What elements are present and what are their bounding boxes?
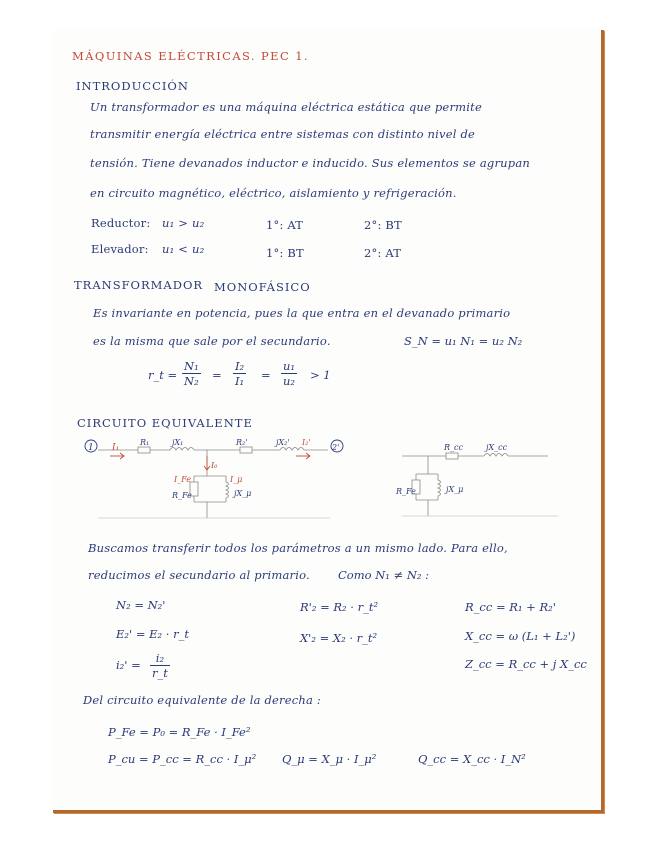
equivalent-circuit-diagram <box>80 436 360 526</box>
xcc-label: jX_cc <box>486 443 508 452</box>
node-2-label: 2' <box>332 443 340 452</box>
x1-label: jX₁ <box>172 438 184 447</box>
reductor-secondary: 2°: BT <box>364 218 402 232</box>
x2p-label: jX₂' <box>276 438 290 447</box>
fraction-den: r_t <box>152 666 168 680</box>
fraction-den: N₂ <box>184 374 199 388</box>
mono-heading-2: MONOFÁSICO <box>214 280 311 294</box>
ife-label: I_Fe <box>174 475 192 484</box>
reductor-label: Reductor: <box>91 216 151 230</box>
intro-heading: INTRODUCCIÓN <box>76 79 189 93</box>
xmu-label: jX_μ <box>234 489 252 498</box>
fraction-num: u₁ <box>283 359 296 373</box>
xcc-equation: X_cc = ω (L₁ + L₂') <box>465 629 576 643</box>
intro-line-3: tensión. Tiene devanados inductor e inducido. Sus elementos se agrupan <box>90 156 530 170</box>
qmu-equation: Q_μ = X_μ · I_μ² <box>282 752 377 766</box>
x2-equation: X'₂ = X₂ · r_t² <box>300 631 378 645</box>
como-condition: Como N₁ ≠ N₂ : <box>338 568 430 582</box>
i2-lhs: i₂' = <box>116 658 141 672</box>
node-1-label: 1 <box>88 443 94 453</box>
rcc-equation: R_cc = R₁ + R₂' <box>465 600 556 614</box>
zcc-equation: Z_cc = R_cc + j X_cc <box>465 657 587 671</box>
imu-label: I_μ <box>230 475 243 484</box>
fraction-den: u₂ <box>283 374 296 388</box>
r2p-label: R₂' <box>236 438 248 447</box>
mono-line-2: es la misma que sale por el secundario. <box>93 334 331 348</box>
i2p-label: I₂' <box>302 438 311 447</box>
fraction-n1-n2 <box>182 359 201 388</box>
qcc-equation: Q_cc = X_cc · I_N² <box>418 752 526 766</box>
fraction-num: N₁ <box>184 359 199 373</box>
mono-line-1: Es invariante en potencia, pues la que entra en el devanado primario <box>93 306 511 320</box>
right-circuit-intro: Del circuito equivalente de la derecha : <box>83 693 321 707</box>
fraction-i2-i1 <box>233 359 246 388</box>
intro-line-4: en circuito magnético, eléctrico, aislamiento y refrigeración. <box>90 186 457 200</box>
pfe-equation: P_Fe = P₀ = R_Fe · I_Fe² <box>108 725 251 739</box>
reductor-primary: 1°: AT <box>266 218 304 232</box>
page-title: MÁQUINAS ELÉCTRICAS. PEC 1. <box>72 49 309 63</box>
intro-line-1: Un transformador es una máquina eléctrica estática que permite <box>90 100 482 114</box>
e2-equation: E₂' = E₂ · r_t <box>116 627 189 641</box>
power-equation: S_N = u₁ N₁ = u₂ N₂ <box>404 334 523 348</box>
fraction-num: i₂ <box>155 651 165 665</box>
rfe-label: R_Fe <box>172 491 192 500</box>
reductor-relation: u₁ > u₂ <box>162 216 205 230</box>
intro-line-2: transmitir energía eléctrica entre sistemas con distinto nivel de <box>90 127 476 141</box>
i1-label: I₁ <box>112 443 120 453</box>
elevador-secondary: 2°: AT <box>364 246 402 260</box>
fraction-den: I₁ <box>235 374 245 388</box>
elevador-relation: u₁ < u₂ <box>162 242 205 256</box>
xmu-right-label: jX_μ <box>446 485 464 494</box>
rfe-right-label: R_Fe <box>396 487 416 496</box>
equals-sign: = <box>212 368 222 382</box>
elevador-primary: 1°: BT <box>266 246 304 260</box>
elevador-label: Elevador: <box>91 242 149 256</box>
fraction-i2-rt <box>150 651 170 680</box>
i0-label: I₀ <box>211 461 218 470</box>
circuit-heading: CIRCUITO EQUIVALENTE <box>77 416 253 430</box>
pcu-equation: P_cu = P_cc = R_cc · I_μ² <box>108 752 257 766</box>
mono-heading-1: TRANSFORMADOR <box>74 278 204 292</box>
equals-sign: = <box>261 368 271 382</box>
greater-than-one: > 1 <box>310 368 331 382</box>
fraction-u1-u2 <box>281 359 297 388</box>
rcc-label: R_cc <box>444 443 463 452</box>
r2-equation: R'₂ = R₂ · r_t² <box>300 600 379 614</box>
rt-lhs: r_t = <box>148 368 178 382</box>
transfer-line-1: Buscamos transferir todos los parámetros a un mismo lado. Para ello, <box>88 541 508 555</box>
transfer-line-2: reducimos el secundario al primario. <box>88 568 310 582</box>
simplified-circuit-diagram <box>398 436 578 526</box>
r1-label: R₁ <box>140 438 150 447</box>
fraction-num: I₂ <box>235 359 245 373</box>
n2-equation: N₂ = N₂' <box>116 598 166 612</box>
